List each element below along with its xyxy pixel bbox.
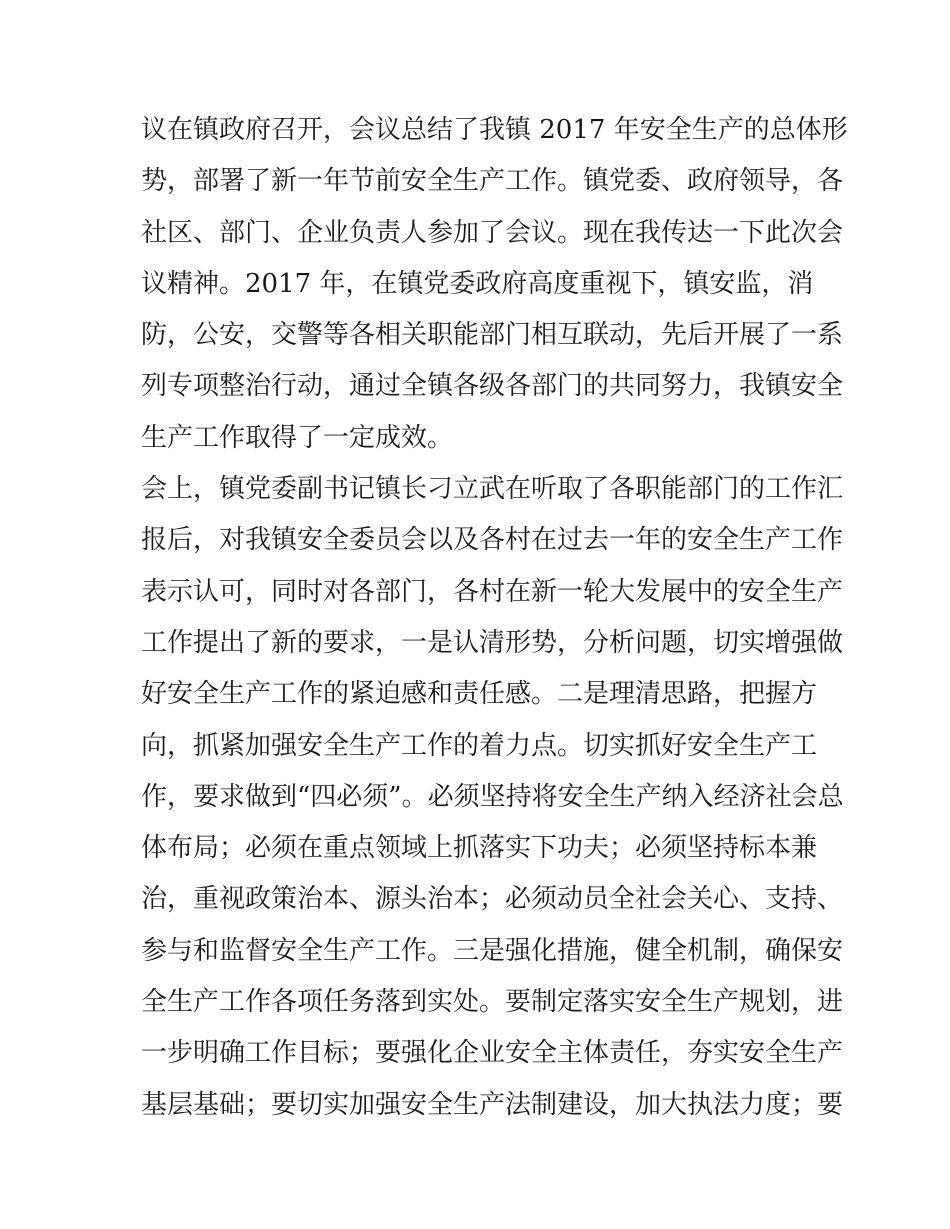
text-line: 报后，对我镇安全委员会以及各村在过去一年的安全生产工作 (141, 525, 844, 556)
text-line: 防，公安，交警等各相关职能部门相互联动，先后开展了一系 (141, 320, 844, 351)
text-line: 列专项整治行动，通过全镇各级各部门的共同努力，我镇安全 (141, 371, 844, 402)
text-line: 基层基础；要切实加强安全生产法制建设，加大执法力度；要 (141, 1089, 844, 1120)
text-line: 全生产工作各项任务落到实处。要制定落实安全生产规划，进 (141, 987, 844, 1018)
text-line: 向，抓紧加强安全生产工作的着力点。切实抓好安全生产工 (141, 730, 818, 761)
text-line: 体布局；必须在重点领域上抓落实下功夫；必须坚持标本兼 (141, 833, 818, 864)
text-line: 议在镇政府召开，会议总结了我镇 2017 年安全生产的总体形 (141, 115, 848, 145)
text-line: 工作提出了新的要求，一是认清形势，分析问题，切实增强做 (141, 627, 844, 658)
text-line: 参与和监督安全生产工作。三是强化措施，健全机制，确保安 (141, 935, 844, 966)
text-line: 好安全生产工作的紧迫感和责任感。二是理清思路，把握方 (141, 679, 818, 710)
document-body-text (141, 105, 848, 1131)
text-line: 一步明确工作目标；要强化企业安全主体责任，夯实安全生产 (141, 1038, 844, 1069)
text-line: 表示认可，同时对各部门，各村在新一轮大发展中的安全生产 (141, 576, 844, 607)
text-line: 势，部署了新一年节前安全生产工作。镇党委、政府领导，各 (141, 166, 844, 197)
text-line: 议精神。2017 年，在镇党委政府高度重视下，镇安监，消 (141, 268, 814, 299)
text-line: 社区、部门、企业负责人参加了会议。现在我传达一下此次会 (141, 217, 844, 248)
text-line: 作，要求做到“四必须”。必须坚持将安全生产纳入经济社会总 (141, 781, 844, 812)
text-line: 治，重视政策治本、源头治本；必须动员全社会关心、支持、 (141, 884, 844, 915)
text-line: 会上，镇党委副书记镇长刁立武在听取了各职能部门的工作汇 (141, 474, 844, 505)
text-line: 生产工作取得了一定成效。 (141, 422, 454, 453)
